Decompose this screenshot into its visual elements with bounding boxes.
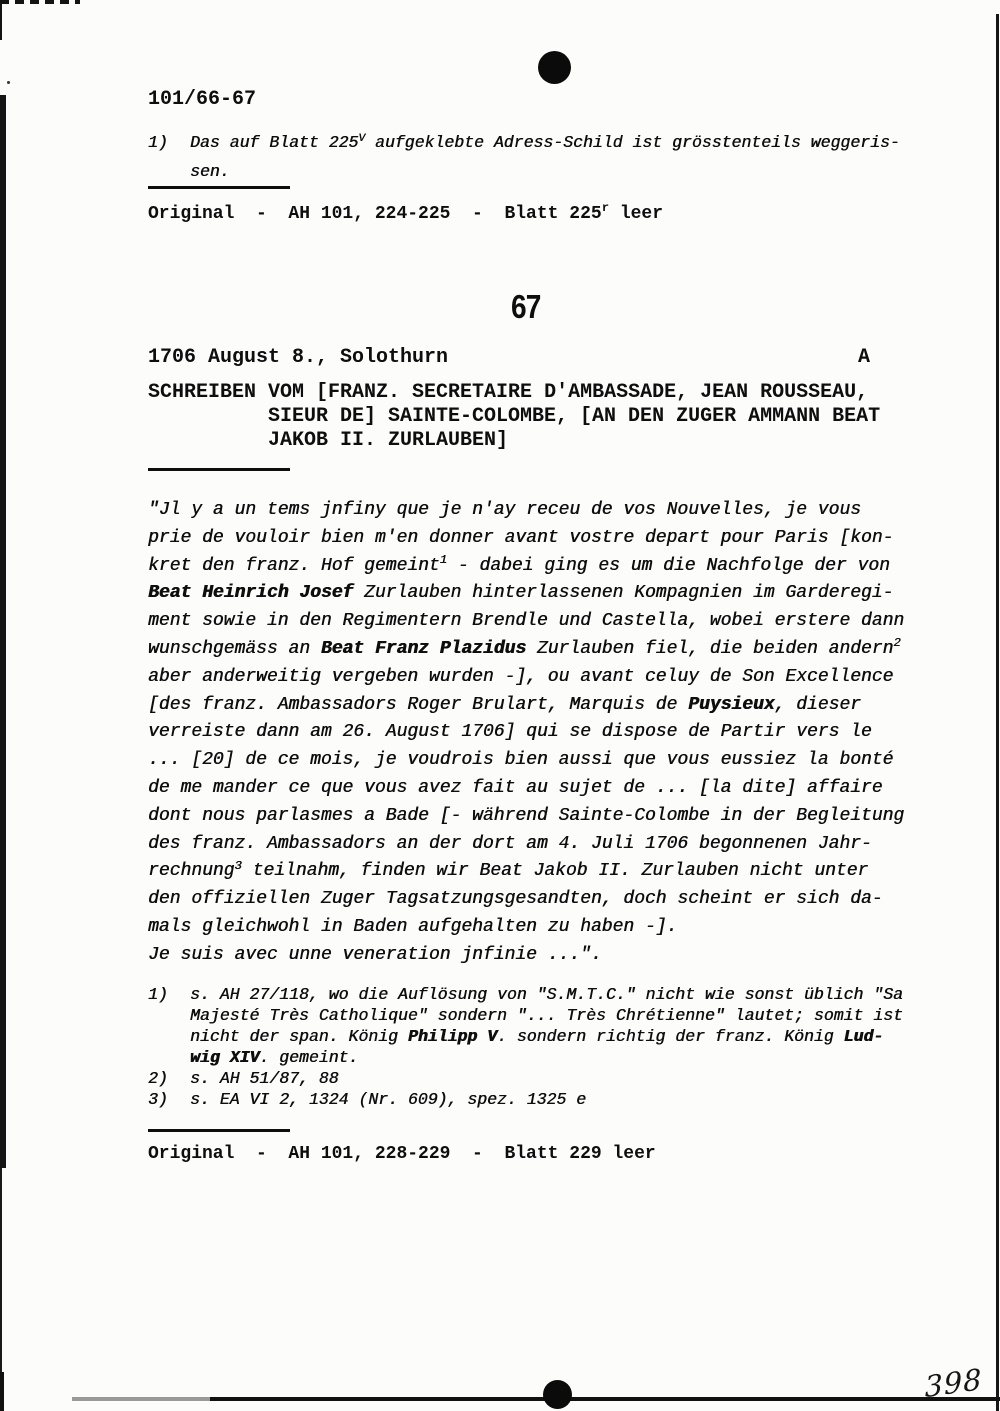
text-segment: s. AH 27/118, wo die Auflösung von "S.M.T.C." nicht wie sonst üblich "Sa	[190, 985, 903, 1004]
footnotes	[148, 984, 903, 1110]
top-note	[190, 128, 900, 186]
text-line	[148, 886, 904, 914]
scan-edge-dashes-top	[0, 0, 80, 4]
ink-speck	[7, 81, 10, 84]
text-segment: . gemeint.	[259, 1048, 359, 1067]
scan-bottom-line	[210, 1397, 1000, 1401]
text-line	[148, 580, 904, 608]
text-segment: ... [20] de ce mois, je voudrois bien aussi que vous eussiez la bonté	[148, 750, 894, 771]
superscript: 3	[234, 858, 242, 873]
scan-edge-left-line-top	[0, 4, 2, 40]
divider-rule-title	[148, 468, 290, 471]
text-segment: s. EA VI 2, 1324 (Nr. 609), spez. 1325 e	[190, 1090, 587, 1109]
text-line	[190, 1026, 903, 1047]
registration-dot-bottom	[543, 1380, 572, 1409]
emphasis-text: Puysieux	[688, 694, 775, 715]
text-line	[190, 1089, 903, 1110]
text-line	[148, 914, 904, 942]
text-line	[148, 525, 904, 553]
footnote	[148, 1089, 903, 1110]
source-line-bottom: Original - AH 101, 228-229 - Blatt 229 leer	[148, 1144, 656, 1164]
text-line	[190, 1005, 903, 1026]
text-segment: rechnung	[148, 861, 235, 882]
superscript: 1	[439, 552, 447, 567]
text-segment: leer	[609, 204, 664, 224]
text-segment: Original - AH 101, 224-225 - Blatt 225	[148, 204, 602, 224]
text-line	[190, 984, 903, 1005]
text-segment: verreiste dann am 26. August 1706] qui se dispose de Partir vers le	[148, 722, 872, 743]
text-line	[148, 692, 904, 720]
emphasis-text: wig XIV	[190, 1048, 260, 1067]
text-segment: dont nous parlasmes a Bade [- während Sainte-Colombe in der Begleitung	[148, 805, 905, 826]
text-line	[148, 858, 904, 886]
text-segment: . sondern richtig der franz. König	[496, 1027, 844, 1046]
text-segment: des franz. Ambassadors an der dort am 4. Juli 1706 begonnenen Jahr-	[148, 833, 872, 854]
footnote	[148, 1068, 903, 1089]
page-number: 67	[511, 288, 541, 325]
text-line	[190, 1068, 903, 1089]
footnote-text	[190, 1089, 903, 1110]
body-text	[148, 497, 904, 970]
text-segment: sen.	[190, 162, 230, 181]
text-line	[148, 497, 904, 525]
emphasis-text: Beat Franz Plazidus	[320, 638, 527, 659]
text-segment: - dabei ging es um die Nachfolge der von	[447, 555, 890, 576]
registration-dot-top	[538, 51, 571, 84]
emphasis-text: Beat Heinrich Josef	[148, 583, 354, 604]
emphasis-text: Philipp V	[407, 1027, 497, 1046]
scan-bottom-line-faint	[72, 1397, 212, 1401]
text-line	[190, 128, 900, 157]
text-line	[190, 1047, 903, 1068]
footnote-text	[190, 984, 903, 1068]
text-segment: nicht der span. König	[190, 1027, 408, 1046]
text-segment: ment sowie in den Regimentern Brendle und Castella, wobei erstere dann	[148, 611, 905, 632]
source-line-top	[148, 201, 664, 224]
text-segment: Je suis avec unne veneration jnfinie ...".	[148, 944, 602, 965]
footnote-marker: 1)	[148, 985, 168, 1004]
text-line	[148, 608, 904, 636]
text-segment: den offiziellen Zuger Tagsatzungsgesandten, doch scheint er sich da-	[148, 889, 883, 910]
footnote	[148, 984, 903, 1068]
text-segment: de me mander ce que vous avez fait au sujet de ... [la dite] affaire	[148, 777, 883, 798]
text-line	[190, 157, 900, 186]
text-segment: aufgeklebte Adress-Schild ist grösstenteils weggeris-	[365, 133, 900, 152]
text-line: JAKOB II. ZURLAUBEN]	[268, 429, 509, 452]
top-note-marker: 1)	[148, 133, 168, 152]
text-line: SIEUR DE] SAINTE-COLOMBE, [AN DEN ZUGER AMMANN BEAT	[268, 405, 881, 428]
text-segment: wunschgemäss an	[148, 638, 321, 659]
text-line: SCHREIBEN VOM [FRANZ. SECRETAIRE D'AMBASSADE, JEAN ROUSSEAU,	[148, 381, 869, 404]
scan-edge-right-line	[996, 14, 999, 1411]
divider-rule-bottom	[148, 1129, 290, 1132]
scan-edge-left-foot-mark	[0, 1372, 4, 1411]
footnote-marker: 3)	[148, 1090, 168, 1109]
text-segment: Zurlauben hinterlassenen Kompagnien im Garderegi-	[353, 583, 894, 604]
text-line	[148, 775, 904, 803]
divider-rule-top	[148, 186, 290, 189]
text-segment: teilnahm, finden wir Beat Jakob II. Zurlauben nicht unter	[241, 861, 869, 882]
superscript: 2	[893, 636, 901, 651]
text-segment: [des franz. Ambassadors Roger Brulart, Marquis de	[148, 694, 689, 715]
text-segment: Zurlauben fiel, die beiden andern	[526, 638, 894, 659]
text-segment: aber anderweitig vergeben wurden -], ou avant celuy de Son Excellence	[148, 666, 894, 687]
text-segment: prie de vouloir bien m'en donner avant vostre depart pour Paris [kon-	[148, 527, 894, 548]
handwritten-page-number: 398	[924, 1361, 983, 1405]
document-title	[148, 381, 880, 453]
copy-marker: A	[858, 346, 871, 369]
text-segment: mals gleichwohl in Baden aufgehalten zu haben -].	[148, 916, 678, 937]
text-line	[148, 636, 904, 664]
text-segment: s. AH 51/87, 88	[190, 1069, 339, 1088]
document-ref: 101/66-67	[148, 88, 257, 111]
text-segment: Das auf Blatt 225	[190, 133, 359, 152]
date-line: 1706 August 8., Solothurn	[148, 346, 449, 369]
text-line	[148, 831, 904, 859]
emphasis-text: Lud-	[843, 1027, 884, 1046]
text-line	[148, 553, 904, 581]
superscript: r	[601, 201, 610, 216]
text-line	[148, 942, 904, 970]
text-line	[148, 664, 904, 692]
footnote-text	[190, 1068, 903, 1089]
text-segment: "Jl y a un tems jnfiny que je n'ay receu de vos Nouvelles, je vous	[148, 500, 861, 520]
scan-edge-left-bar	[0, 95, 6, 1168]
text-line	[148, 719, 904, 747]
superscript: V	[358, 132, 366, 145]
text-line	[148, 747, 904, 775]
footnote-marker: 2)	[148, 1069, 168, 1088]
text-segment: kret den franz. Hof gemeint	[148, 555, 440, 576]
text-segment: Majesté Très Catholique" sondern "... Très Chrétienne" lautet; somit ist	[190, 1006, 903, 1025]
text-segment: , dieser	[774, 694, 861, 715]
text-line	[148, 803, 904, 831]
